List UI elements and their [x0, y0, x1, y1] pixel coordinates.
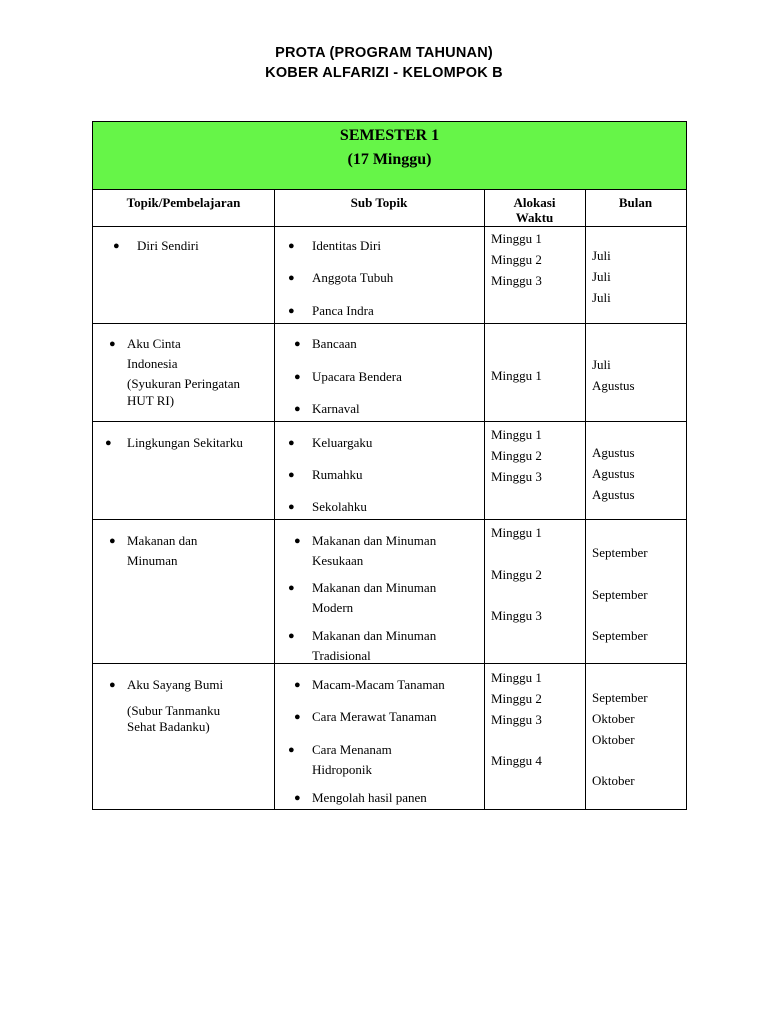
- bullet-icon: ●: [288, 240, 295, 252]
- week-label: Minggu 1: [491, 427, 542, 442]
- topic-note: (Syukuran Peringatan: [127, 376, 241, 391]
- bullet-icon: ●: [113, 240, 120, 252]
- week-label: Minggu 3: [491, 712, 542, 727]
- subtopic-item: Upacara Bendera: [312, 369, 402, 384]
- week-label: Minggu 4: [491, 753, 542, 768]
- bullet-icon: ●: [288, 272, 295, 284]
- topic-label: Aku Sayang Bumi: [127, 677, 224, 692]
- topic-label: Makanan dan: [127, 533, 198, 548]
- column-header-subtopik: Sub Topik: [350, 195, 408, 210]
- row-divider: [93, 226, 686, 227]
- bullet-icon: ●: [288, 630, 295, 642]
- month-label: September: [592, 545, 648, 560]
- month-label: September: [592, 628, 648, 643]
- week-label: Minggu 3: [491, 469, 542, 484]
- column-header-alokasi: Alokasi Waktu: [513, 195, 556, 225]
- bullet-icon: ●: [288, 437, 295, 449]
- column-divider: [484, 189, 485, 809]
- bullet-icon: ●: [294, 679, 301, 691]
- bullet-icon: ●: [288, 305, 295, 317]
- week-label: Minggu 2: [491, 448, 542, 463]
- month-label: Agustus: [592, 466, 635, 481]
- month-label: Oktober: [592, 732, 635, 747]
- column-header-bulan: Bulan: [618, 195, 653, 210]
- bullet-icon: ●: [294, 535, 301, 547]
- bullet-icon: ●: [109, 535, 116, 547]
- row-divider: [93, 323, 686, 324]
- bullet-icon: ●: [109, 679, 116, 691]
- subtopic-item: Makanan dan Minuman: [312, 628, 437, 643]
- column-divider: [585, 189, 586, 809]
- semester-subtitle: (17 Minggu): [347, 151, 432, 168]
- subtopic-item: Panca Indra: [312, 303, 374, 318]
- topic-label: Minuman: [127, 553, 178, 568]
- week-label: Minggu 1: [491, 670, 542, 685]
- subtopic-item: Identitas Diri: [312, 238, 381, 253]
- topic-label: Lingkungan Sekitarku: [127, 435, 243, 450]
- month-label: Agustus: [592, 487, 635, 502]
- bullet-icon: ●: [294, 338, 301, 350]
- topic-note: Sehat Badanku): [127, 719, 210, 734]
- week-label: Minggu 2: [491, 691, 542, 706]
- subtopic-item: Anggota Tubuh: [312, 270, 394, 285]
- month-label: September: [592, 690, 648, 705]
- month-label: Juli: [592, 357, 611, 372]
- row-divider: [93, 421, 686, 422]
- week-label: Minggu 3: [491, 608, 542, 623]
- subtopic-item: Cara Merawat Tanaman: [312, 709, 437, 724]
- bullet-icon: ●: [294, 792, 301, 804]
- semester-title: SEMESTER 1: [339, 127, 440, 144]
- subtopic-item: Karnaval: [312, 401, 360, 416]
- column-divider: [274, 189, 275, 809]
- month-label: Oktober: [592, 711, 635, 726]
- week-label: Minggu 1: [491, 231, 542, 246]
- subtopic-item: Modern: [312, 600, 354, 615]
- week-label: Minggu 1: [491, 368, 542, 383]
- column-header-topik: Topik/Pembelajaran: [126, 195, 241, 210]
- bullet-icon: ●: [288, 582, 295, 594]
- row-divider: [93, 519, 686, 520]
- subtopic-item: Bancaan: [312, 336, 357, 351]
- semester-header: [93, 122, 686, 189]
- month-label: Juli: [592, 290, 611, 305]
- bullet-icon: ●: [109, 338, 116, 350]
- month-label: Agustus: [592, 445, 635, 460]
- bullet-icon: ●: [288, 501, 295, 513]
- bullet-icon: ●: [288, 469, 295, 481]
- subtopic-item: Sekolahku: [312, 499, 367, 514]
- bullet-icon: ●: [294, 371, 301, 383]
- row-divider: [93, 663, 686, 664]
- subtopic-item: Makanan dan Minuman: [312, 533, 437, 548]
- bullet-icon: ●: [294, 403, 301, 415]
- month-label: Agustus: [592, 378, 635, 393]
- week-label: Minggu 3: [491, 273, 542, 288]
- subtopic-item: Macam-Macam Tanaman: [312, 677, 445, 692]
- bullet-icon: ●: [294, 711, 301, 723]
- topic-note: (Subur Tanmanku: [127, 703, 221, 718]
- topic-label: Diri Sendiri: [137, 238, 199, 253]
- subtopic-item: Hidroponik: [312, 762, 372, 777]
- topic-label: Aku Cinta: [127, 336, 181, 351]
- subtopic-item: Mengolah hasil panen: [312, 790, 427, 805]
- subtopic-item: Keluargaku: [312, 435, 373, 450]
- bullet-icon: ●: [288, 744, 295, 756]
- prota-table: [92, 121, 687, 810]
- month-label: Oktober: [592, 773, 635, 788]
- subtopic-item: Tradisional: [312, 648, 371, 663]
- week-label: Minggu 1: [491, 525, 542, 540]
- month-label: September: [592, 587, 648, 602]
- subtopic-item: Cara Menanam: [312, 742, 392, 757]
- document-title: PROTA (PROGRAM TAHUNAN): [275, 45, 493, 61]
- document-subtitle: KOBER ALFARIZI - KELOMPOK B: [265, 65, 503, 81]
- subtopic-item: Rumahku: [312, 467, 363, 482]
- subtopic-item: Makanan dan Minuman: [312, 580, 437, 595]
- topic-note: HUT RI): [127, 393, 175, 408]
- topic-label: Indonesia: [127, 356, 178, 371]
- month-label: Juli: [592, 269, 611, 284]
- bullet-icon: ●: [105, 437, 112, 449]
- month-label: Juli: [592, 248, 611, 263]
- subtopic-item: Kesukaan: [312, 553, 364, 568]
- week-label: Minggu 2: [491, 567, 542, 582]
- row-divider: [93, 189, 686, 190]
- week-label: Minggu 2: [491, 252, 542, 267]
